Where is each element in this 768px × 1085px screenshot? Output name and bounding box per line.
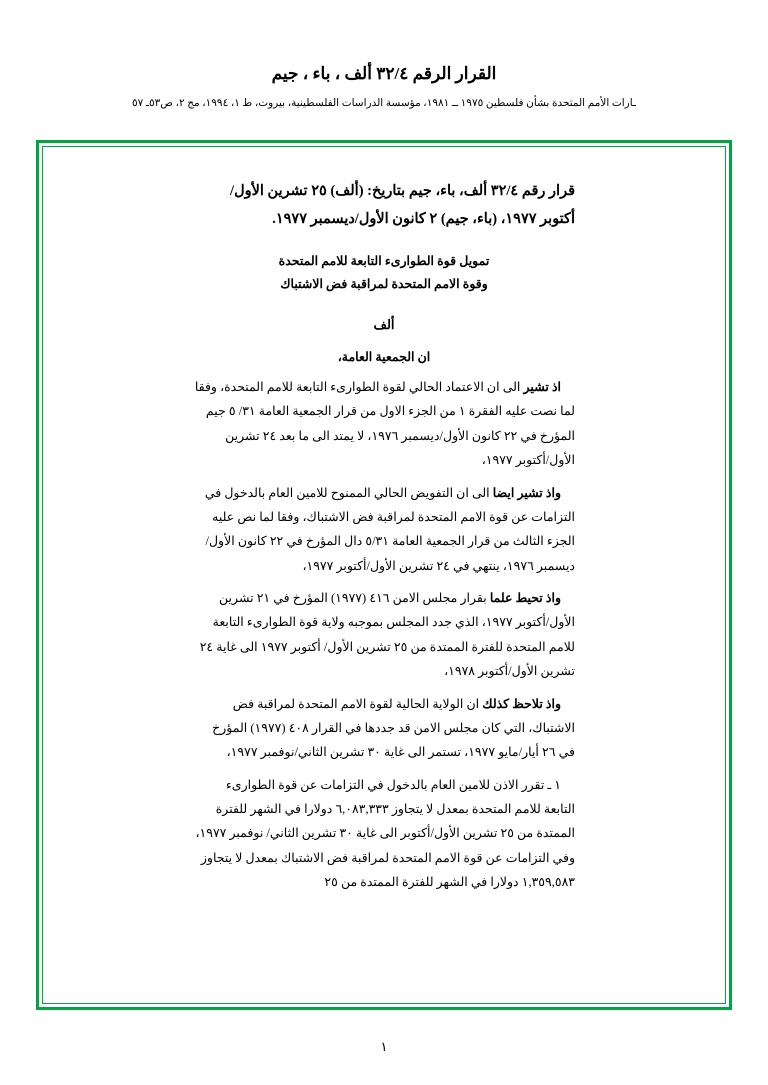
paragraph-text: الى ان التفويض الحالي الممنوح للامين العام بالدخول في التزامات عن قوة الامم المتحدة لمراقبة فض الاشتباك، وفقا لما نص عليه الجزء الثالث من قرار الجمعية العامة ٥/٣١ دال المؤرخ في ٢٢ كانون الأول/ديسمبر ١٩٧٦، ينتهي في ٢٤ تشرين الأول/أكتوبر ١٩٧٧، [204,485,575,573]
paragraph [193,481,575,579]
section-letter: ألف [373,317,395,333]
paragraph-lead: واذ تلاحظ كذلك [482,696,561,711]
source-citation: ـارات الأمم المتحدة بشأن فلسطين ١٩٧٥ ــ ١٩٨١، مؤسسة الدراسات الفلسطينية، بيروت، ط ١، ١٩٩٤، مج ٢، ص٥٣ـ ٥٧ [131,97,637,109]
subtitle-line-2: وقوة الامم المتحدة لمراقبة فض الاشتباك [280,277,488,292]
green-border-inner [42,146,726,1004]
page-number: ١ [380,1039,388,1054]
resolution-subtitle [193,250,575,298]
document-header [0,0,768,112]
paragraph [193,375,575,473]
page-title: القرار الرقم ٣٢/٤ ألف ، باء ، جيم [271,64,497,83]
paragraph [193,586,575,684]
numbered-paragraph [193,773,575,895]
paragraph-text: بقرار مجلس الامن ٤١٦ (١٩٧٧) المؤرخ في ٢١ تشرين الأول/أكتوبر ١٩٧٧، الذي جدد المجلس بموجبه ولاية قوة الطوارىء التابعة للامم المتحدة للفترة الممتدة من ٢٥ تشرين الأول/ أكتوبر ١٩٧٧ الى غاية ٢٤ تشرين الأول/أكتوبر ١٩٧٨، [199,591,575,679]
addressee-line: ان الجمعية العامة، [337,350,431,365]
paragraph [193,692,575,765]
paragraph-lead: واذ تشير ايضا [492,485,561,500]
green-border-frame [36,140,732,1010]
paragraph-text: ١ ـ تقرر الاذن للامين العام بالدخول في التزامات عن قوة الطوارىء التابعة للامم المتحدة بمعدل لا يتجاوز ٦,٠٨٣,٣٣٣ دولارا في الشهر للفترة الممتدة من ٢٥ تشرين الأول/أكتوبر الى غاية ٣٠ تشرين الثاني/ نوفمبر ١٩٧٧، وفي التزامات عن قوة الامم المتحدة لمراقبة فض الاشتباك بمعدل لا يتجاوز ١,٣٥٩,٥٨٣ دولارا في الشهر للفترة الممتدة من ٢٥ [195,777,575,890]
paragraph-lead: اذ تشير [523,380,561,395]
document-body [43,147,725,923]
paragraph-text: ان الولاية الحالية لقوة الامم المتحدة لمراقبة فض الاشتباك، التي كان مجلس الامن قد جددها في القرار ٤٠٨ (١٩٧٧) المؤرخ في ٢٦ أيار/مايو ١٩٧٧، تستمر الى غاية ٣٠ تشرين الثاني/نوفمبر ١٩٧٧، [212,696,575,760]
paragraph-text: الى ان الاعتماد الحالي لقوة الطوارىء التابعة للامم المتحدة، وفقا لما نصت عليه الفقرة ١ من الجزء الاول من قرار الجمعية العامة ٣١/ ٥ جيم المؤرخ في ٢٢ كانون الأول/ديسمبر ١٩٧٦، لا يمتد الى ما بعد ٢٤ تشرين الأول/أكتوبر ١٩٧٧، [194,380,575,468]
paragraph-lead: واذ تحيط علما [489,591,561,606]
subtitle-line-1: تمويل قوة الطوارىء التابعة للامم المتحدة [278,253,490,268]
resolution-heading: قرار رقم ٣٢/٤ ألف، باء، جيم بتاريخ: (ألف) ٢٥ تشرين الأول/ أكتوبر ١٩٧٧، (باء، جيم) ٢ كانون الأول/ديسمبر ١٩٧٧. [230,183,575,228]
